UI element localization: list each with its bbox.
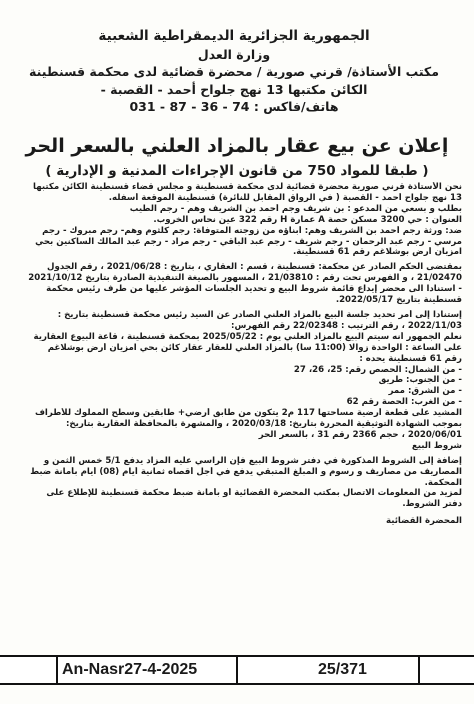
- header-phone-line: هاتف/فاكس : 74 - 36 - 87 - 031: [129, 99, 339, 115]
- body-line: 2022/11/03 ، رقم الترتيب : 22/02348 رقم الفهرس:: [231, 320, 462, 331]
- notice-header: [10, 28, 458, 116]
- notice-body: [10, 182, 462, 527]
- body-line: المشيد على قطعة أرضية مساحتها 117 م2 يتكون من طابق أرضي+ طابقين وسطح المملوك للأطراف: [34, 408, 462, 419]
- body-line: - استنادا الى محضر إيداع قائمة شروط البيع و تحديد الجلسات المؤشر عليها من طرف رئيس محكمة: [46, 284, 462, 295]
- body-line: امزيان أرض بوشلاغم رقم 61 قسنطينة.: [292, 247, 462, 258]
- body-line: على الساعة : الواحدة زوالا (11:00 سا) بالمزاد العلني للعقار عقار كائن بحي امزيان أرض بوشلاغم: [47, 342, 462, 353]
- body-line: ضد: ورثة رجم أحمد بن الشريف وهم: أبناؤه من زوجته المتوفاة: رجم كلثوم وهم- رجم مبروك - رجم: [42, 225, 462, 236]
- notice-title: إعلان عن بيع عقار بالمزاد العلني بالسعر الحر: [25, 135, 449, 157]
- body-line: إضافة إلى الشروط المذكورة في دفتر شروط البيع فإن الراسي عليه المزاد يدفع 5/1 خمس الثمن و: [43, 455, 462, 466]
- body-line: - من الجنوب: طريق: [378, 375, 462, 386]
- body-line: بطلب و بسعي من المدعو : بن شريف وجم أحمد بن الشريف وهم - رجم الطيب: [129, 203, 462, 214]
- body-line: شروط البيع: [411, 440, 462, 451]
- body-line: 2020/06/01 ، حجم 2366 رقم 31 ، بالسعر الحر: [258, 429, 462, 440]
- body-line: إستنادا إلى أمر تحديد جلسة البيع بالمزاد العلني الصادر عن السيد رئيس محكمة قسنطينة بتاريخ :: [57, 309, 462, 320]
- footer-notice-number: 25/371: [318, 661, 367, 678]
- body-line: مرسي - رجم عبد الرحمان - رجم شريف - رجم عبد الباقي - رجم مراد - رجم عبد المالك الساكنين بحي: [35, 236, 462, 247]
- body-line: المصاريف من مصاريف و رسوم و المبلغ المتبقي يدفع في أجل أقصاه ثمانية أيام (08) أيام بأمانة ضبط: [30, 466, 462, 477]
- footer-divider: [236, 657, 238, 683]
- header-office-line: مكتب الأستاذة/ قرني صورية / محضرة قضائية لدى محكمة قسنطينة: [29, 64, 439, 80]
- notice-subtitle: ( طبقا للمواد 750 من قانون الإجراءات المدنية و الإدارية ): [45, 163, 429, 179]
- body-line: - من الغرب: الحصة رقم 62: [346, 397, 462, 408]
- footer-divider: [418, 657, 420, 683]
- body-line: 13 نهج جلواح أحمد - القصبة ( في الرواق المقابل للنائرة) قسنطينة الموقعة أسفله.: [108, 192, 462, 203]
- body-line: العنوان : حي 3200 مسكن حصة A عمارة H رقم 322 عين نحاس الخروب.: [153, 214, 462, 225]
- body-line: قسنطينة بتاريخ 2022/05/17.: [335, 295, 462, 306]
- header-ministry-line: وزارة العدل: [197, 46, 271, 62]
- body-line: بموجب الشهادة التوثيقية المحررة بتاريخ: 2020/03/18 ، والمشهرة بالمحافظة العقارية بتاريخ:: [65, 419, 462, 430]
- body-line: رقم 61 قسنطينة يحده :: [359, 353, 462, 364]
- body-line: 21/02470 ، و الفهرس تحت رقم : 21/03810 ، المسهور بالصيغة التنفيذية الصادرة بتاريخ 2021/10/12: [28, 273, 462, 284]
- body-line: نعلم الجمهور أنه سيتم البيع بالمزاد العلني يوم : 2025/05/22 بمحكمة قسنطينة ، قاعة البيوع العقارية: [33, 331, 462, 342]
- footer-newspaper-date: An-Nasr27-4-2025: [62, 661, 198, 678]
- body-line: لمزيد من المعلومات الاتصال بمكتب المحضرة القضائية أو بأمانة ضبط محكمة قسنطينة للإطلاع على: [46, 488, 462, 499]
- body-line: بمقتضى الحكم الصادر عن محكمة: قسنطينة ، قسم : العقاري ، بتاريخ : 2021/06/28 ، رقم الجدول: [47, 262, 462, 273]
- body-line: - من الشرق: ممر: [388, 386, 462, 397]
- header-republic-line: الجمهورية الجزائرية الديمقراطية الشعبية: [98, 28, 370, 44]
- body-line: - من الشمال: الحصص رقم: 25، 26، 27: [293, 364, 462, 375]
- body-line: دفتر الشروط.: [402, 499, 462, 510]
- body-line: نحن الأستاذة قرني صورية محضرة قضائية لدى محكمة قسنطينة و مجلس قضاء قسنطينة الكائن مكتبها: [32, 182, 462, 192]
- publication-footer: [0, 655, 474, 685]
- signature: المحضرة القضائية: [385, 516, 462, 527]
- footer-divider: [56, 657, 58, 683]
- header-address-line: الكائن مكتبها 13 نهج جلواح أحمد - القصبة -: [100, 81, 368, 97]
- body-line: المحكمة.: [424, 477, 462, 488]
